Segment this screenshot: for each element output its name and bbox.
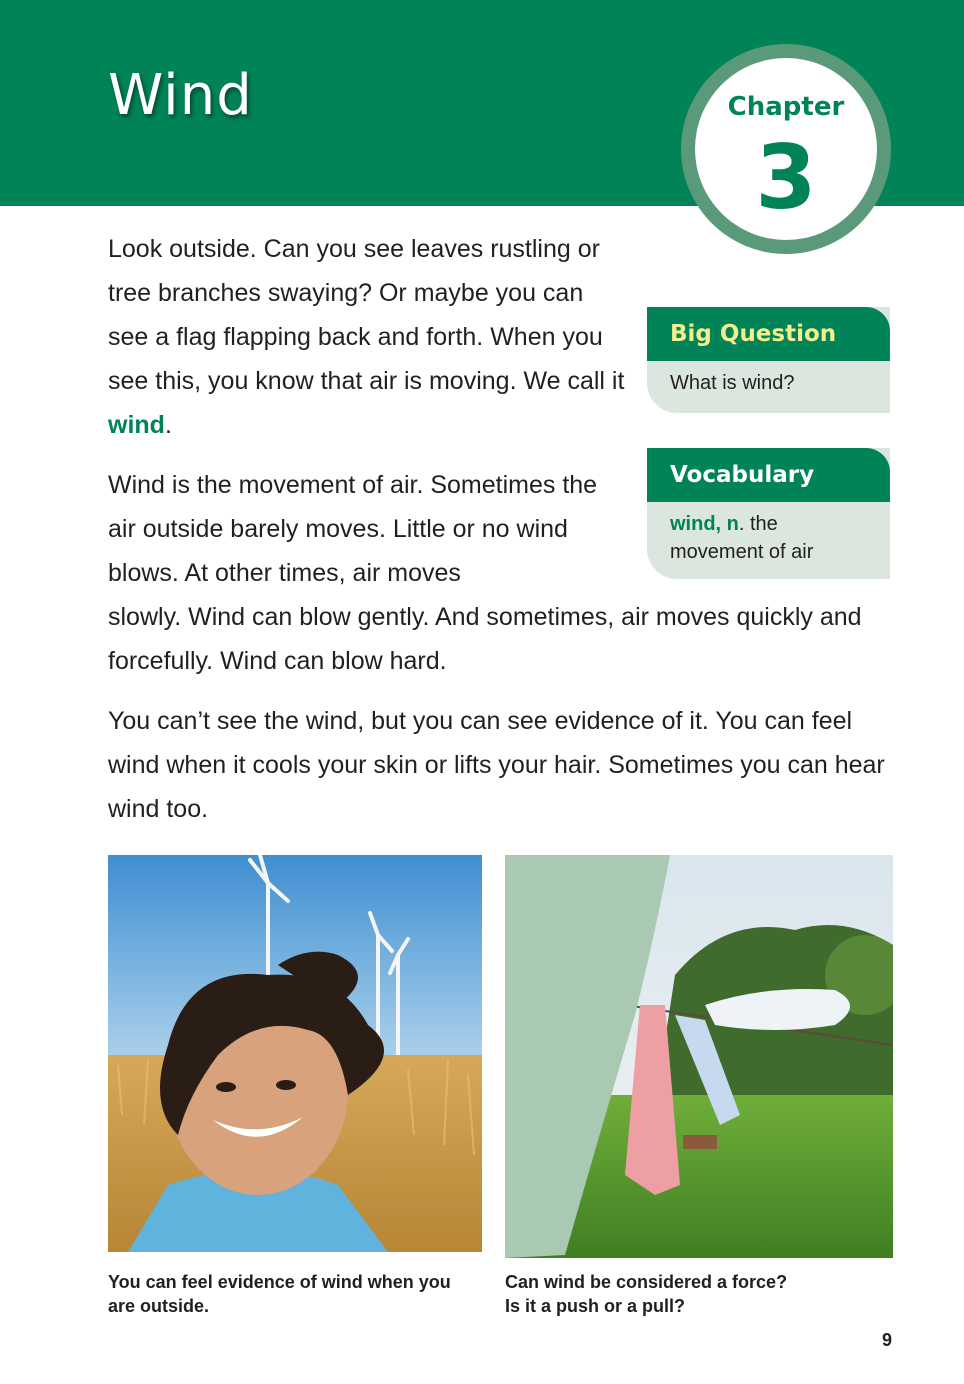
- chapter-number: 3: [755, 126, 817, 229]
- chapter-label: Chapter: [727, 92, 845, 122]
- paragraph-intro-text: Look outside. Can you see leaves rustling or tree branches swaying? Or maybe you can see a flag flapping back and forth. When you see this, you know that air is moving. We call it: [108, 235, 625, 395]
- vocabulary-term: wind, n: [670, 513, 739, 535]
- chapter-badge: [681, 44, 891, 254]
- vocabulary-entry: [647, 502, 890, 566]
- chapter-badge-disc: [695, 58, 877, 240]
- keyword-wind: wind: [108, 411, 165, 439]
- vocabulary-definition: . the movement of air: [670, 513, 814, 563]
- paragraph-evidence: You can’t see the wind, but you can see evidence of it. You can feel wind when it cools your skin or lifts your hair. Sometimes you can hear wind too.: [108, 707, 885, 823]
- vocabulary-box: [647, 448, 890, 579]
- paragraph-movement-wrapped: Wind is the movement of air. Sometimes the air outside barely moves. Little or no wind blows. At other times, air moves: [108, 471, 598, 587]
- girl-wheat-field-illustration: [108, 855, 482, 1252]
- big-question-box: [647, 307, 890, 413]
- paragraph-intro-end: .: [164, 411, 172, 439]
- paragraph-intro: [108, 227, 628, 447]
- vocabulary-heading: Vocabulary: [647, 448, 890, 502]
- photo-girl-in-wheat-field: [108, 855, 482, 1252]
- paragraph-movement-rest: slowly. Wind can blow gently. And sometimes, air moves quickly and forcefully. Wind can blow hard.: [108, 603, 862, 675]
- caption-clothesline-line-2: Is it a push or a pull?: [505, 1296, 686, 1316]
- page-title: Wind: [108, 63, 253, 128]
- photo-clothesline: [505, 855, 893, 1258]
- big-question-text: What is wind?: [670, 372, 795, 394]
- page-number: 9: [881, 1330, 892, 1350]
- clothesline-illustration: [505, 855, 893, 1258]
- caption-girl-photo: You can feel evidence of wind when you are outside.: [108, 1272, 451, 1316]
- big-question-heading: Big Question: [647, 307, 890, 361]
- caption-clothesline-line-1: Can wind be considered a force?: [505, 1272, 788, 1292]
- caption-clothesline-photo: [505, 1270, 893, 1318]
